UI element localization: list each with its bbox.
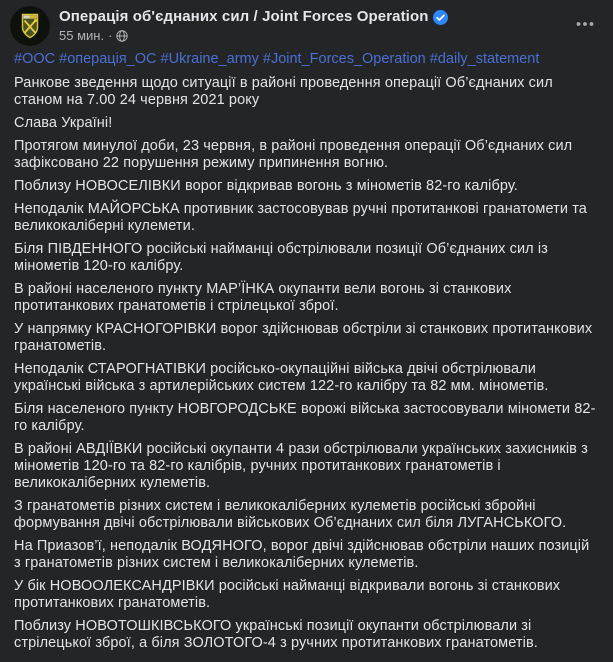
post-paragraph: Поблизу НОВОТОШКІВСЬКОГО українські позиції окупанти обстрілювали зі стрілецької зброї, а біля ЗОЛОТОГО-4 з ручних протитанкових гранатометів.	[14, 618, 538, 651]
post-paragraph: Неподалік СТАРОГНАТІВКИ російсько-окупаційні війська двічі обстрілювали українські війська з артилерійських систем 122-го калібру та 82 мм. мінометів.	[14, 361, 549, 394]
hashtag-link[interactable]: #ООС	[14, 51, 56, 67]
post-paragraph: Ранкове зведення щодо ситуації в районі проведення операції Об’єднаних сил станом на 7.00 24 червня 2021 року	[14, 75, 553, 108]
more-options-button[interactable]	[571, 14, 599, 38]
post-paragraph: В районі АВДІЇВКИ російські окупанти 4 рази обстрілювали українських захисників з мінометів 120-го та 82-го калібрів, ручних протитанкових гранатометів і великокаліберних кулеметів.	[14, 441, 588, 491]
post-paragraph: Протягом минулої доби, 23 червня, в районі проведення операції Об’єднаних сил зафіксовано 22 порушення режиму припинення вогню.	[14, 138, 573, 171]
hashtag-link[interactable]: #операція_ОС	[59, 51, 157, 67]
post-body	[14, 51, 599, 652]
post-paragraph: Неподалік МАЙОРСЬКА противник застосовував ручні протитанкові гранатомети та великокаліберні кулемети.	[14, 201, 587, 234]
post-paragraph: На Приазов’ї, неподалік ВОДЯНОГО, ворог двічі здійснював обстріли наших позицій з гранатометів різних систем і великокаліберних кулеметів.	[14, 538, 590, 571]
post-paragraph: У напрямку КРАСНОГОРІВКИ ворог здійснював обстріли зі станкових протитанкових гранатометів.	[14, 321, 593, 354]
post-paragraph: Поблизу НОВОСЕЛІВКИ ворог відкривав вогонь з мінометів 82-го калібру.	[14, 178, 518, 194]
post-meta-row	[59, 28, 571, 43]
post-timestamp[interactable]: 55 мин.	[59, 28, 105, 43]
post-header	[10, 6, 599, 46]
hashtag-line	[14, 51, 599, 68]
post-paragraph: У бік НОВООЛЕКСАНДРІВКИ російські найманці відкривали вогонь зі станкових протитанкових гранатометів.	[14, 578, 561, 611]
joint-forces-emblem-icon	[10, 33, 50, 46]
page-name-link[interactable]: Операція об'єднаних сил / Joint Forces Operation	[59, 8, 429, 25]
verified-badge-icon	[433, 10, 448, 25]
post-paragraph: Біля населеного пункту НОВГОРОДСЬКЕ ворожі війська застосовували міномети 82-го калібру.	[14, 401, 596, 434]
post-text	[14, 75, 599, 652]
page-name-row	[59, 6, 571, 25]
globe-public-icon	[116, 30, 128, 42]
post-paragraph: Біля ПІВДЕННОГО російські найманці обстрілювали позиції Об’єднаних сил із мінометів 120-го калібру.	[14, 241, 548, 274]
hashtag-link[interactable]: #daily_statement	[429, 51, 540, 67]
facebook-post	[0, 6, 613, 662]
post-paragraph: З гранатометів різних систем і великокаліберних кулеметів російські збройні формування двічі обстрілювали військових Об’єднаних сил біля ЛУГАНСЬКОГО.	[14, 498, 567, 531]
post-paragraph: В районі населеного пункту МАР’ЇНКА окупанти вели вогонь зі станкових протитанкових гранатометів і стрілецької зброї.	[14, 281, 512, 314]
three-dots-icon	[575, 14, 595, 39]
meta-separator: ·	[108, 28, 113, 43]
hashtag-link[interactable]: #Joint_Forces_Operation	[262, 51, 426, 67]
post-paragraph: Слава Україні!	[14, 115, 113, 131]
header-info	[59, 6, 571, 43]
page-avatar[interactable]	[10, 6, 50, 46]
hashtag-link[interactable]: #Ukraine_army	[160, 51, 259, 67]
